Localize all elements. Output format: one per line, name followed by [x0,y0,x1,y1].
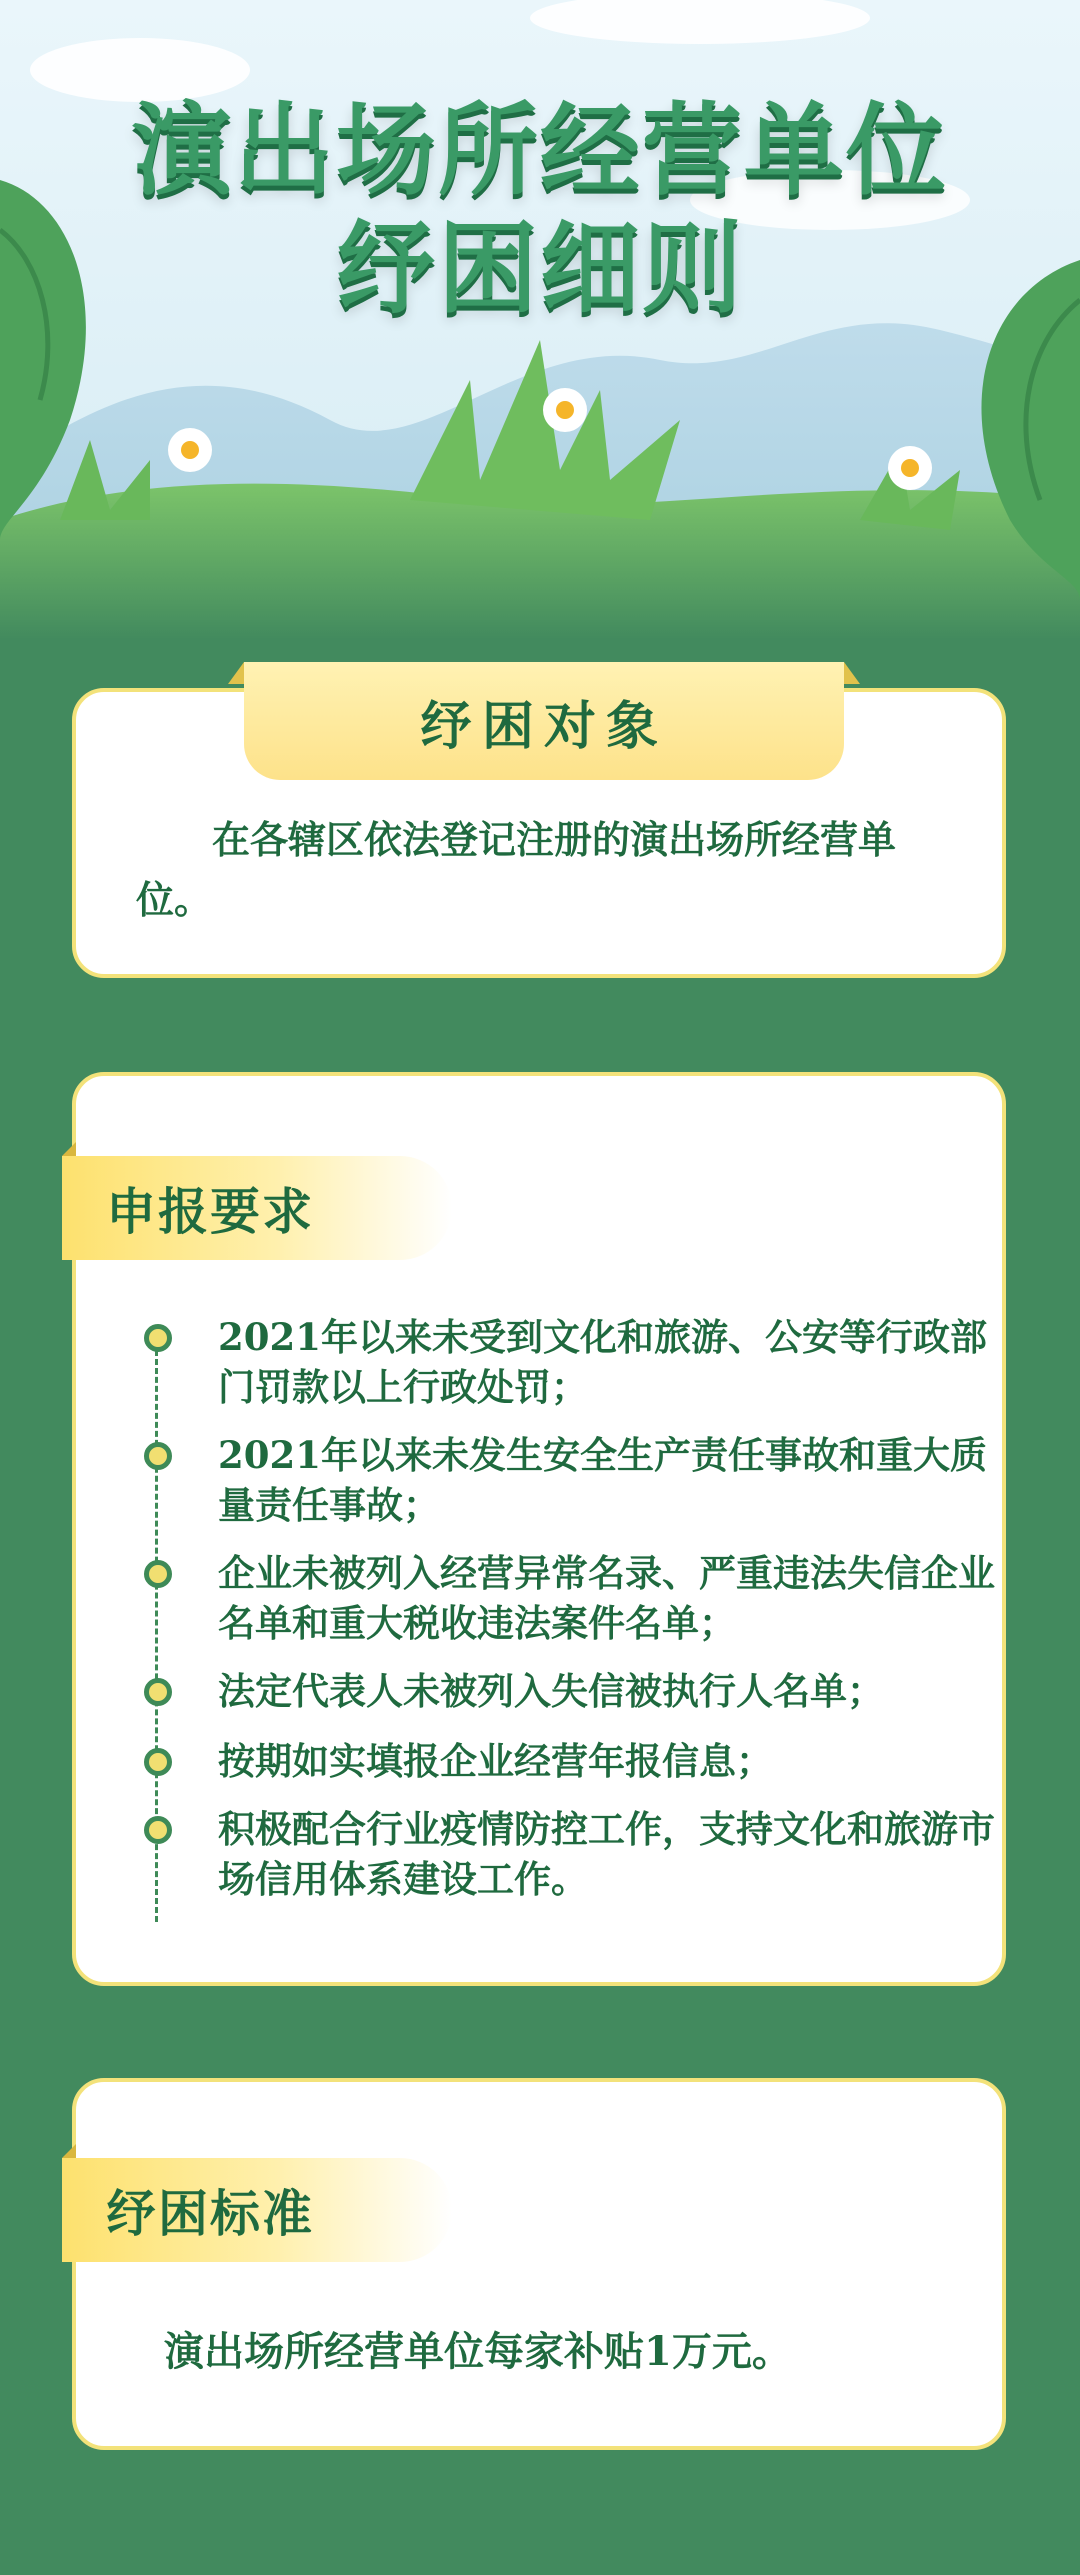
list-item-text: 按期如实填报企业经营年报信息； [218,1739,773,1783]
section-application-requirements [72,1072,1006,1986]
section-relief-standard [72,2078,1006,2450]
section-heading: 纾困标准 [106,2184,314,2243]
bullet-dot-icon [144,1748,172,1776]
list-item-text: 企业未被列入经营异常名录、严重违法失信企业名单和重大税收违法案件名单； [218,1551,995,1645]
list-item-text: 2021年以来未受到文化和旅游、公安等行政部门罚款以上行政处罚； [218,1315,987,1409]
section-heading-tab [62,2158,452,2262]
page-title-line2: 纾困细则 [336,210,744,327]
section-heading: 申报要求 [106,1182,314,1241]
section-heading-tab [62,1156,452,1260]
hero-illustration [0,0,1080,640]
flower-icon [543,388,587,432]
bullet-dot-icon [144,1560,172,1588]
section-body: 在各辖区依法登记注册的演出场所经营单位。 [136,817,897,922]
flower-icon [168,428,212,472]
section-body: 演出场所经营单位每家补贴1万元。 [164,2328,792,2375]
flower-icon [888,446,932,490]
bullet-dot-icon [144,1816,172,1844]
bullet-dot-icon [144,1324,172,1352]
list-item-text: 法定代表人未被列入失信被执行人名单； [218,1669,884,1713]
page-title-line1: 演出场所经营单位 [132,92,948,209]
section-heading: 纾困对象 [419,695,668,757]
section-heading-tab [244,662,844,780]
list-item-text: 积极配合行业疫情防控工作，支持文化和旅游市场信用体系建设工作。 [218,1807,995,1901]
list-item-text: 2021年以来未发生安全生产责任事故和重大质量责任事故； [218,1433,987,1527]
section-relief-target [72,688,1006,978]
bullet-dot-icon [144,1442,172,1470]
bullet-dot-icon [144,1678,172,1706]
